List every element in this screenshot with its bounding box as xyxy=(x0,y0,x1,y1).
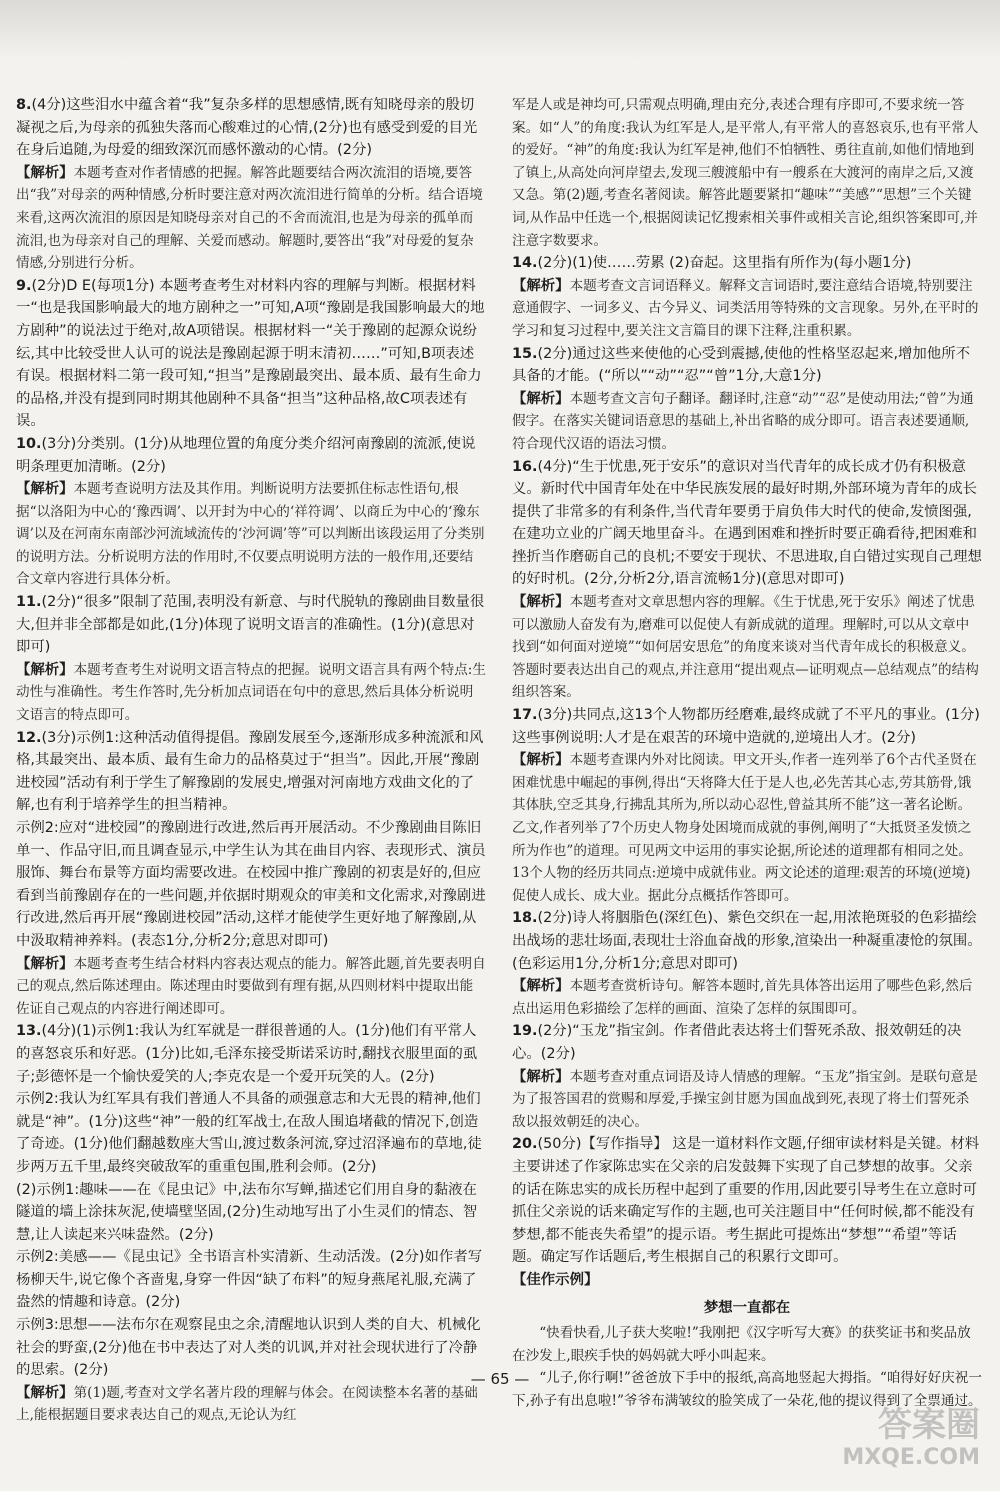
question-8 xyxy=(16,94,486,275)
analysis-text: 第(1)题,考查对文学名著片段的理解与体会。在阅读整本名著的基础上,能根据题目要求表达自己的观点,无论认为红 xyxy=(16,1384,478,1424)
question-13 xyxy=(16,1020,486,1427)
left-column xyxy=(16,94,486,1427)
answer-example: 示例2:美感——《昆虫记》全书语言朴实清新、生动活泼。(2分)如作者写杨柳天牛,说它像个吝啬鬼,身穿一件因“缺了布料”的短身燕尾礼服,充满了盎然的情趣和诗意。(2分) xyxy=(16,1249,483,1311)
question-12 xyxy=(16,727,486,1021)
question-number: 16. xyxy=(512,458,538,475)
question-number: 14. xyxy=(512,255,538,272)
answer-text: (2分)通过这些来使他的心受到震撼,使他的性格坚忍起来,增加他所不具备的才能。(“所以”“动”“忍”“曾”1分,大意1分) xyxy=(512,345,970,385)
question-14 xyxy=(512,252,982,342)
answer-text: (4分)这些泪水中蕴含着“我”复杂多样的思想感情,既有知晓母亲的殷切凝视之后,为母亲的孤独失落而心酸难过的心情,(2分)也有感受到爱的目光在身后追随,为母爱的细致深沉而感怀激动的心情。(2分) xyxy=(16,97,478,159)
analysis-tag: 【解析】 xyxy=(16,955,74,972)
watermark-line1: 答案圈 xyxy=(878,1405,980,1445)
watermark-logo xyxy=(810,1405,980,1485)
essay-paragraph: “儿子,你行啊!”爸爸放下手中的报纸,高高地竖起大拇指。“咱得好好庆祝一下,孙子有出息啦!”爷爷布满皱纹的脸笑成了一朵花,他的提议得到了全票通过。 xyxy=(512,1370,982,1409)
question-number: 8. xyxy=(16,97,32,113)
analysis-text: 本题考查对重点词语及诗人情感的理解。“玉龙”指宝剑。是联句意是为了报答国君的赏赐和厚爱,手操宝剑甘愿为国血战到死,表现了将士们誓死杀敌以报效朝廷的决心。 xyxy=(512,1068,978,1130)
answer-text: (2分)“很多”限制了范围,表明没有新意、与时代脱轨的豫剧曲目数量很大,但并非全部都是如此,(1分)体现了说明文语言的准确性。(1分)(意思对即可) xyxy=(16,594,485,656)
analysis-text: 本题考查赏析诗句。解答本题时,首先具体答出运用了哪些色彩,然后点出运用色彩描绘了怎样的画面、渲染了怎样的氛围即可。 xyxy=(512,978,973,1017)
question-number: 13. xyxy=(16,1023,42,1040)
page-number: — 65 — xyxy=(470,1370,530,1388)
answer-example: (2)示例1:趣味——在《昆虫记》中,法布尔写蝉,描述它们用自身的黏液在隧道的墙上涂抹灰泥,使墙壁坚固,(2分)生动地写出了小生灵们的情态、智慧,让人读起来兴味盎然。(2分) xyxy=(16,1181,478,1243)
answer-text: (50分)【写作指导】 这是一道材料作文题,仔细审读材料是关键。材料主要讲述了作家陈忠实在父亲的启发鼓舞下实现了自己梦想的故事。父亲的话在陈忠实的成长历程中起到了重要的作用,因此要引导考生在立意时可抓住父亲说的话来确定写作的主题,也可关注题目中“任何时候,都不能没有梦想,都不能丧失希望”的提示语。考生据此可提炼出“梦想”“希望”等话题。确定写作话题后,考生根据自己的积累行文即可。 xyxy=(512,1136,980,1266)
answer-text: (2分)(1)使……劳累 (2)奋起。这里指有所作为(每小题1分) xyxy=(537,255,912,272)
analysis-tag: 【解析】 xyxy=(512,752,570,769)
answer-text: (2分)D E(每项1分) 本题考查考生对材料内容的理解与判断。根据材料一“也是我国影响最大的地方剧种之一”可知,A项“豫剧是我国影响最大的地方剧种”的说法过于绝对,故A项错误。根据材料一“关于豫剧的起源众说纷纭,其中比较受世人认可的说法是豫剧起源于明末清初……”可知,B项表述有误。根据材料二第一段可知,“担当”是豫剧最突出、最本质、最有生命力的品格,并没有提到同时期其他剧种不具备“担当”这种品格,故C项表述有误。 xyxy=(16,277,485,430)
watermark-line2: MXQE.COM xyxy=(842,1445,980,1470)
question-number: 9. xyxy=(16,277,32,294)
answer-text: (2分)“玉龙”指宝剑。作者借此表达将士们誓死杀敌、报效朝廷的决心。(2分) xyxy=(512,1023,962,1062)
answer-text: (3分)分类别。(1分)从地理位置的角度分类介绍河南豫剧的流派,使说明条理更加清晰。(2分) xyxy=(16,435,476,475)
essay-paragraph: “快看快看,儿子获大奖啦!”我刚把《汉字听写大赛》的获奖证书和奖品放在沙发上,眼疾手快的妈妈就大呼小叫起来。 xyxy=(512,1325,971,1364)
analysis-text: 本题考查考生对说明文语言特点的把握。说明文语言具有两个特点:生动性与准确性。考生作答时,先分析加点词语在句中的意思,然后具体分析说明文语言的特点即可。 xyxy=(16,661,486,724)
analysis-tag: 【解析】 xyxy=(16,481,74,498)
question-11 xyxy=(16,591,486,727)
analysis-text: 本题考查对作者情感的把握。解答此题要结合两次流泪的语境,要答出“我”对母亲的两种情感,分析时要注意对两次流泪进行简单的分析。结合语境来看,这两次流泪的原因是知晓母亲对自己的不舍而流泪,也是为母亲的孤单而流泪,也为母亲对自己的理解、关爱而感动。解题时,要答出“我”对母爱的复杂情感,分别进行分析。 xyxy=(16,164,483,272)
question-number: 15. xyxy=(512,345,538,362)
analysis-tag: 【解析】 xyxy=(512,594,570,611)
analysis-text: 本题考查考生结合材料内容表达观点的能力。解答此题,首先要表明自己的观点,然后陈述理由。陈述理由时要做到有理有据,从四则材料中提取出能佐证自己观点的内容进行阐述即可。 xyxy=(16,955,486,1017)
analysis-text: 本题考查说明方法及其作用。判断说明方法要抓住标志性语句,根据“以洛阳为中心的‘豫西调’、以开封为中心的‘祥符调’、以商丘为中心的‘豫东调’以及在河南东南部沙河流域流传的‘沙河调’等”可以判断出该段运用了分类别的说明方法。分析说明方法的作用时,不仅要点明说明方法的一般作用,还要结合文章内容进行具体分析。 xyxy=(16,481,485,588)
question-9 xyxy=(16,275,486,433)
page-top-shade xyxy=(0,0,1000,60)
right-column xyxy=(512,94,982,1412)
analysis-tag: 【解析】 xyxy=(512,978,570,995)
example-essay-tag: 【佳作示例】 xyxy=(512,1271,599,1288)
question-number: 18. xyxy=(512,910,538,927)
question-number: 11. xyxy=(16,594,42,611)
question-number: 17. xyxy=(512,707,538,724)
analysis-text: 本题考查对文章思想内容的理解。《生于忧患,死于安乐》阐述了忧患可以激励人奋发有为,磨难可以促使人有新成就的道理。理解时,可以从文章中找到“如何面对逆境”“如何居安思危”的角度来谈对当代青年成长的积极意义。答题时要表达出自己的观点,并注意用“提出观点—证明观点—总结观点”的结构组织答案。 xyxy=(512,594,979,701)
question-19 xyxy=(512,1020,982,1133)
analysis-text: 本题考查课内外对比阅读。甲文开头,作者一连列举了6个古代圣贤在困难忧患中崛起的事例,得出“天将降大任于是人也,必先苦其心志,劳其筋骨,饿其体肤,空乏其身,行拂乱其所为,所以动心忍性,曾益其所不能”这一著名论断。乙文,作者列举了7个历史人物身处困境而成就的事例,阐明了“大抵贤圣发愤之所为作也”的道理。可见两文中运用的事实论据,所论述的道理都有相同之处。13个人物的经历共同点:逆境中成就伟业。两文论述的道理:艰苦的环境(逆境)促使人成长、成大业。据此分点概括作答即可。 xyxy=(512,752,977,904)
question-18 xyxy=(512,907,982,1020)
analysis-text: 军是人或是神均可,只需观点明确,理由充分,表述合理有序即可,不要求统一答案。如“人”的角度:我认为红军是人,是平常人,有平常人的喜怒哀乐,也有平常人的爱好。“神”的角度:我认为红军是神,他们不怕牺牲、勇往直前,如他们情地到了镇上,从高处向河岸望去,发现三艘渡船中有一艘系在大渡河的南岸之后,又渡又急。第(2)题,考查名著阅读。解答此题要紧扣“趣味”“美感”“思想”三个关键词,从作品中任选一个,根据阅读记忆搜索相关事件或相关言论,组织答案即可,并注意字数要求。 xyxy=(512,97,979,249)
question-number: 19. xyxy=(512,1023,538,1040)
analysis-text: 本题考查文言句子翻译。翻译时,注意“动”“忍”是使动用法;“曾”为通假字。在落实关键词语意思的基础上,补出省略的成分即可。语言表述要通顺,符合现代汉语的语法习惯。 xyxy=(512,390,974,452)
question-13-continued xyxy=(512,94,982,252)
answer-example: 示例2:应对“进校园”的豫剧进行改进,然后再开展活动。不少豫剧曲目陈旧单一、作品守旧,而且调查显示,中学生认为其在曲目内容、表现形式、演员服饰、舞台布景等方面均需要改进。在校园中推广豫剧的初衷是好的,但应看到当前豫剧存在的一些问题,并依据时期观众的审美和文化需求,对豫剧进行改进,然后再开展“豫剧进校园”活动,这样才能使学生更好地了解豫剧,从中汲取精神养料。(表态1分,分析2分;意思对即可) xyxy=(16,820,486,949)
analysis-tag: 【解析】 xyxy=(16,1384,74,1401)
question-number: 10. xyxy=(16,435,42,452)
answer-example: 示例3:思想——法布尔在观察昆虫之余,清醒地认识到人类的自大、机械化社会的野蛮,(2分)他在书中表达了对人类的讥讽,并对社会现状进行了冷静的思索。(2分) xyxy=(16,1317,481,1379)
question-16 xyxy=(512,456,982,705)
question-number: 12. xyxy=(16,729,42,746)
answer-text: (4分)“生于忧患,死于安乐”的意识对当代青年的成长成才仍有积极意义。新时代中国青年处在中华民族发展的最好时期,外部环境为青年的成长提供了非常多的有利条件,当代青年要勇于肩负伟大时代的使命,发愤图强,在建功立业的广阔天地里奋斗。在遇到困难和挫折时要正确看待,把困难和挫折当作磨砺自己的良机;不要安于现状、不思进取,自白错过实现自己理想的好时机。(2分,分析2分,语言流畅1分)(意思对即可) xyxy=(512,458,982,588)
question-10 xyxy=(16,433,486,591)
answer-text: (3分)共同点,这13个人物都历经磨难,最终成就了不平凡的事业。(1分)这些事例说明:人才是在艰苦的环境中造就的,逆境出人才。(2分) xyxy=(512,707,980,746)
answer-example: 示例2:我认为红军具有我们普通人不具备的顽强意志和大无畏的精神,他们就是“神”。(1分)这些“神”一般的红军战士,在敌人围追堵截的情况下,创造了奇迹。(1分)他们翻越数座大雪山,渡过数条河流,穿过沼泽遍布的草地,徒步两万五千里,最终突破敌军的重重包围,胜利会师。(2分) xyxy=(16,1091,482,1175)
analysis-tag: 【解析】 xyxy=(512,390,570,407)
answer-text: (4分)(1)示例1:我认为红军就是一群很普通的人。(1分)他们有平常人的喜怒哀乐和好恶。(1分)比如,毛泽东接受斯诺采访时,翻找衣服里面的虱子;彭德怀是一个愉快爱笑的人;李克农是一个爱开玩笑的人。(2分) xyxy=(16,1023,478,1085)
analysis-tag: 【解析】 xyxy=(512,1068,570,1085)
question-20 xyxy=(512,1133,982,1269)
question-15 xyxy=(512,343,982,456)
essay-title: 梦想一直都在 xyxy=(703,1300,791,1317)
answer-text: (2分)诗人将胭脂色(深红色)、紫色交织在一起,用浓艳斑驳的色彩描绘出战场的悲壮场面,表现壮士浴血奋战的形象,渲染出一种凝重凄怆的氛围。(色彩运用1分,分析1分;意思对即可) xyxy=(512,910,982,972)
question-number: 20. xyxy=(512,1136,538,1153)
analysis-tag: 【解析】 xyxy=(16,661,74,678)
answer-text: (3分)示例1:这种活动值得提倡。豫剧发展至今,逐渐形成多种流派和风格,其最突出、最本质、最有生命力的品格莫过于“担当”。因此,开展“豫剧进校园”活动有利于学生了解豫剧的发展史,增强对河南地方戏曲文化的了解,也有利于培养学生的担当精神。 xyxy=(16,729,484,814)
analysis-text: 本题考查文言词语释义。解释文言词语时,要注意结合语境,特别要注意通假字、一词多义、古今异义、词类活用等特殊的文言现象。另外,在平时的学习和复习过程中,要关注文言篇目的课下注释,注重积累。 xyxy=(512,277,979,339)
analysis-tag: 【解析】 xyxy=(16,164,74,181)
question-17 xyxy=(512,704,982,907)
analysis-tag: 【解析】 xyxy=(512,277,570,294)
